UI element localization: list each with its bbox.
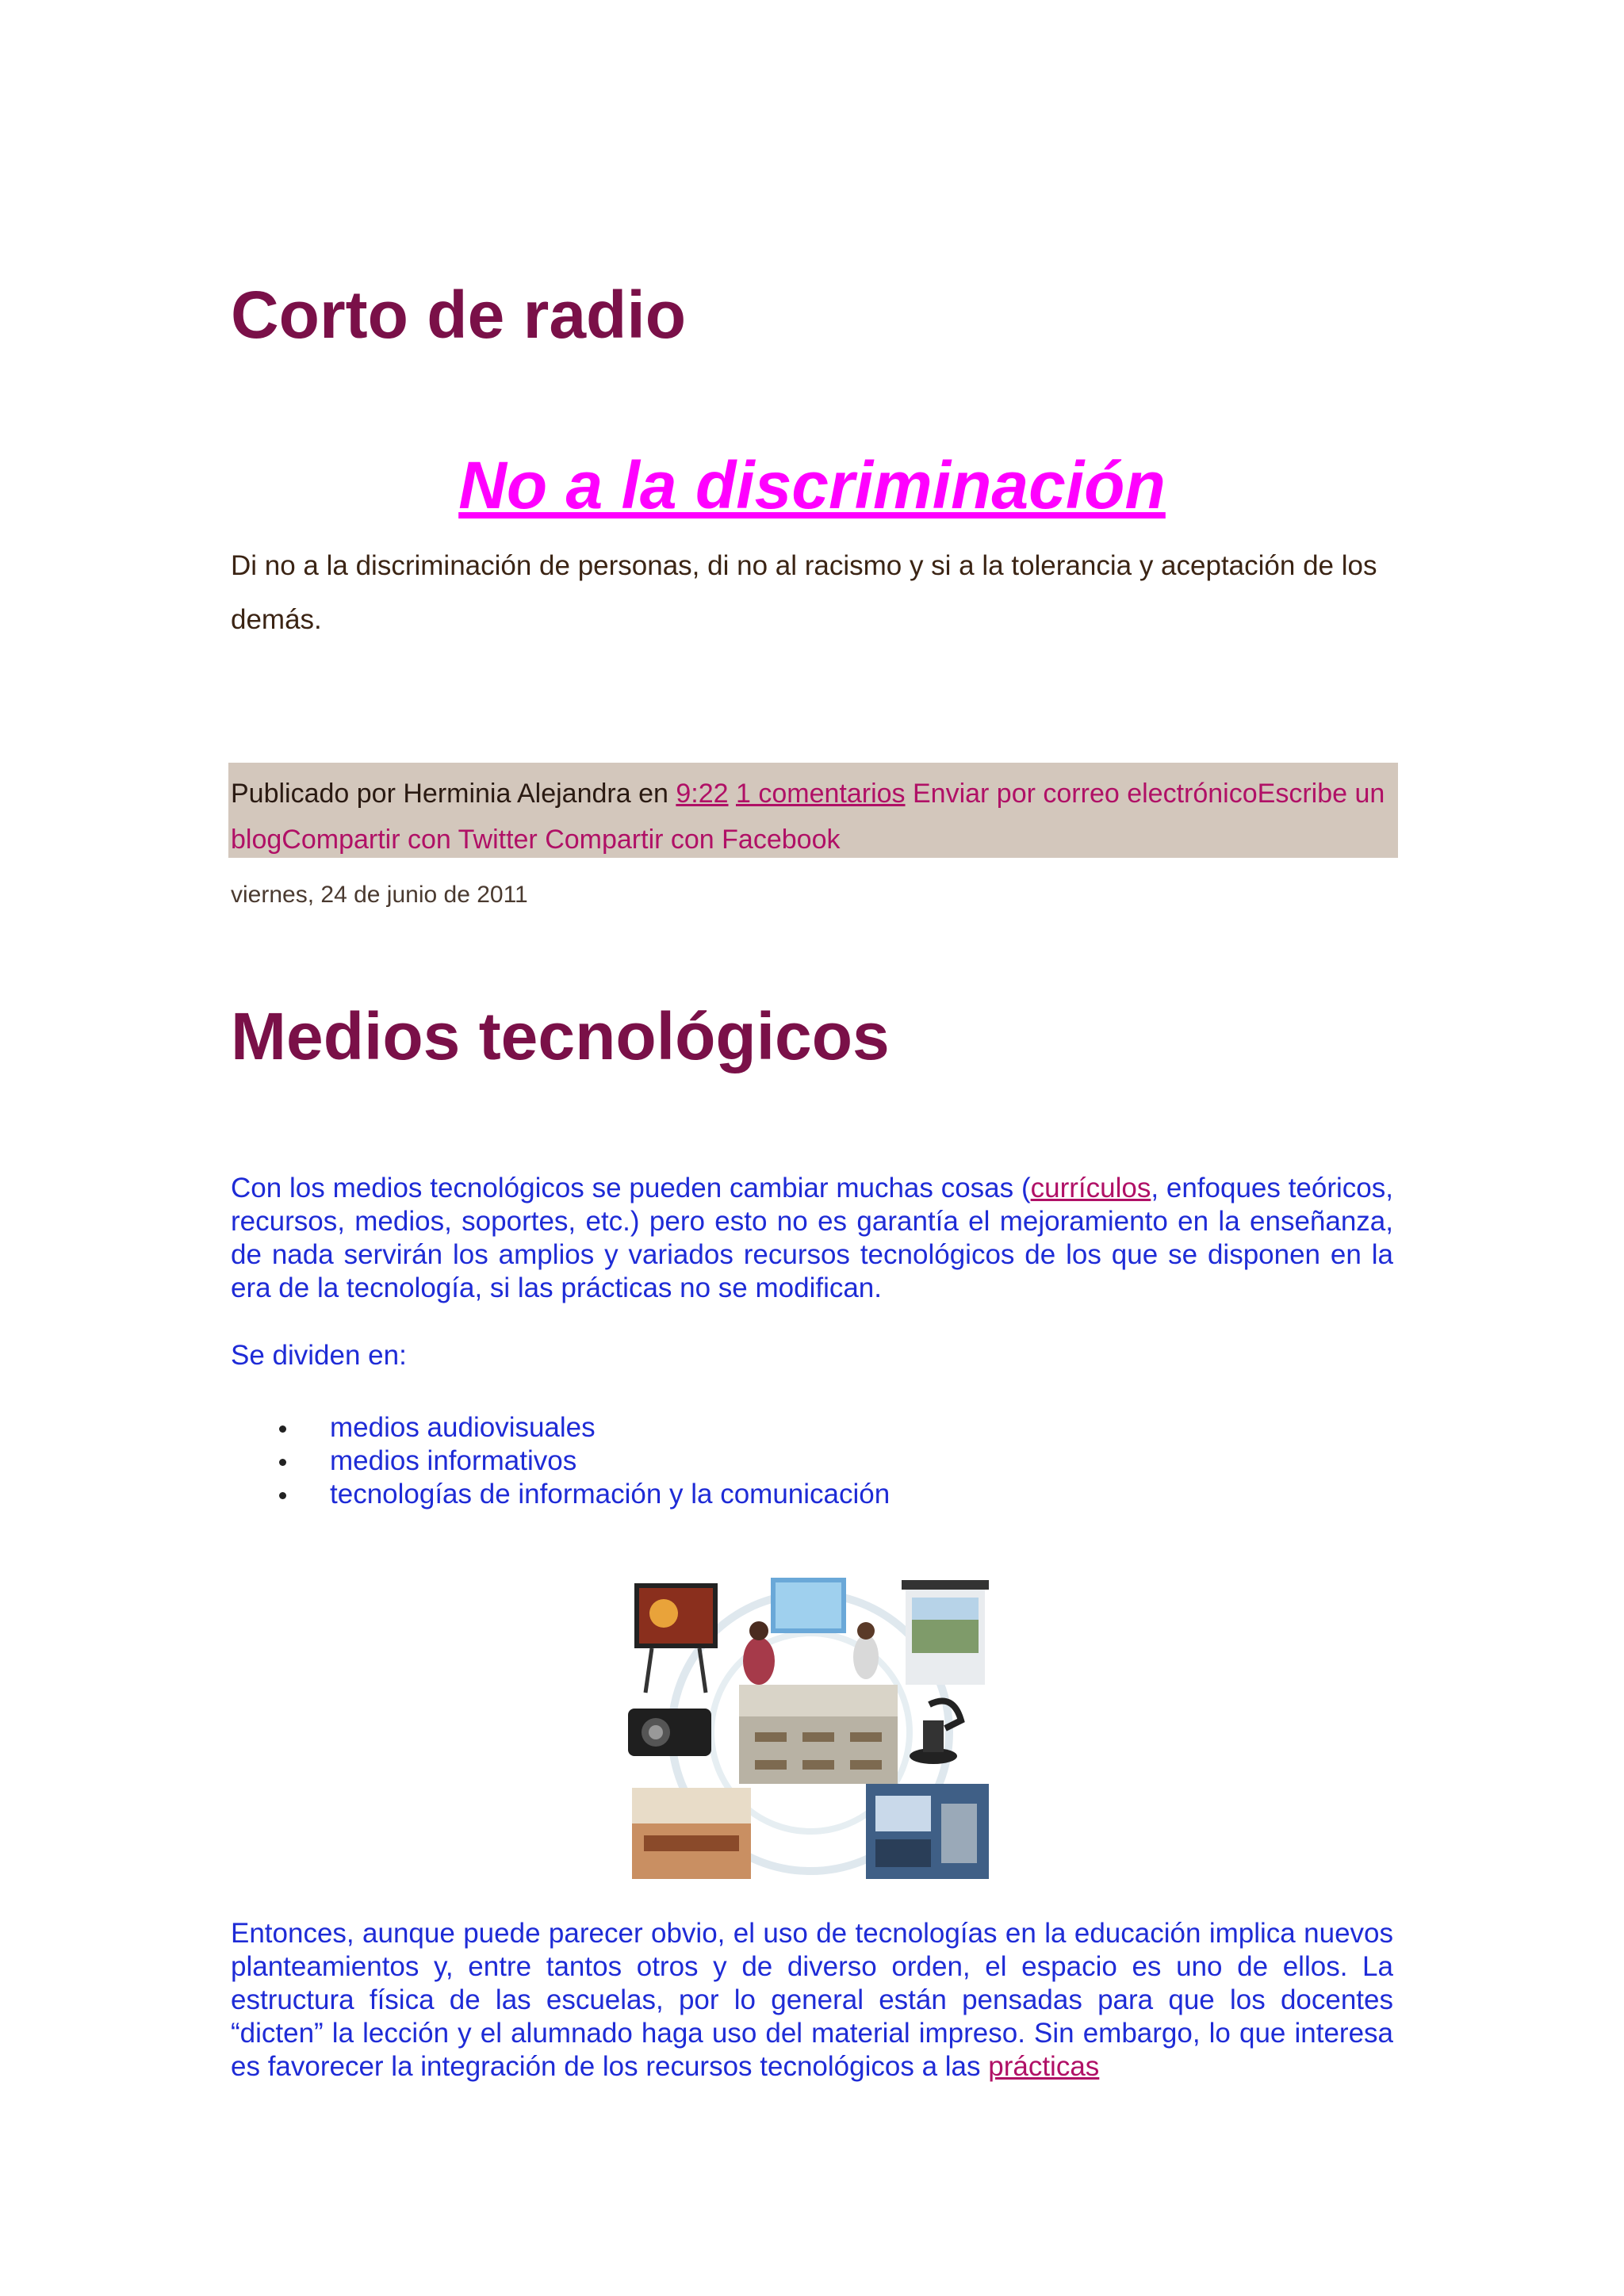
projection-screen-icon	[902, 1580, 989, 1685]
tech-media-collage-image	[628, 1574, 993, 1883]
bullet-icon	[279, 1425, 286, 1433]
comments-link[interactable]: 1 comentarios	[735, 779, 906, 809]
media-list	[279, 1411, 890, 1511]
whiteboard-icon	[634, 1583, 718, 1693]
list-item	[279, 1445, 890, 1478]
paragraph-text: Entonces, aunque puede parecer obvio, el uso de tecnologías en la educación implica nuevos planteamientos y, entre tantos otros y de diverso orden, el espacio es uno de ellos. La estructura física de las escuelas, por lo general están pensadas para que los docentes “dicten” la lección y el alumnado haga uso del material impreso. Sin embargo, lo que interesa es favorecer la integración de los recursos tecnológicos a las	[231, 1918, 1393, 2082]
presentation-scene-icon	[743, 1578, 879, 1685]
classroom-photo-icon	[739, 1685, 898, 1784]
list-item	[279, 1478, 890, 1511]
post-subtitle: No a la discriminación	[458, 448, 1166, 522]
bullet-icon	[279, 1492, 286, 1499]
list-item	[279, 1411, 890, 1445]
blog-link[interactable]: Escribe un blog	[231, 779, 1385, 855]
post-title: Medios tecnológicos	[231, 999, 890, 1073]
paragraph	[231, 1172, 1393, 1305]
post-date: viernes, 24 de junio de 2011	[231, 882, 528, 908]
practicas-link[interactable]: prácticas	[988, 2051, 1100, 2082]
paragraph-text: Con los medios tecnológicos se pueden cambiar muchas cosas (	[231, 1173, 1031, 1203]
list-item-label: tecnologías de información y la comunicación	[330, 1479, 891, 1510]
post-intro: Di no a la discriminación de personas, di no al racismo y si a la tolerancia y aceptación de los demás.	[231, 550, 1377, 635]
bullet-icon	[279, 1459, 286, 1466]
published-by-text: Publicado por Herminia Alejandra en	[231, 779, 676, 809]
list-item-label: medios informativos	[330, 1445, 577, 1476]
email-link[interactable]: Enviar por correo electrónico	[912, 779, 1258, 809]
computer-lab-photo-icon	[866, 1784, 989, 1879]
facebook-share-link[interactable]: Compartir con Facebook	[545, 825, 841, 855]
document-camera-icon	[910, 1701, 961, 1765]
post-footer	[231, 771, 1388, 863]
list-intro: Se dividen en:	[231, 1340, 407, 1371]
time-link[interactable]: 9:22	[676, 779, 729, 809]
twitter-share-link[interactable]: Compartir con Twitter	[282, 825, 538, 855]
paragraph-text: , enfoques teóricos, recursos, medios, soportes, etc.) pero esto no es garantía el mejoramiento en la enseñanza, de nada servirán los amplios y variados recursos tecnológicos de los que se disponen en la era de la tecnología, si las prácticas no se modifican.	[231, 1173, 1393, 1303]
paragraph	[231, 1917, 1393, 2084]
conference-room-photo-icon	[632, 1788, 751, 1879]
post-title: Corto de radio	[231, 277, 687, 352]
curriculos-link[interactable]: currículos	[1030, 1173, 1151, 1203]
projector-icon	[628, 1709, 711, 1756]
list-item-label: medios audiovisuales	[330, 1412, 596, 1443]
